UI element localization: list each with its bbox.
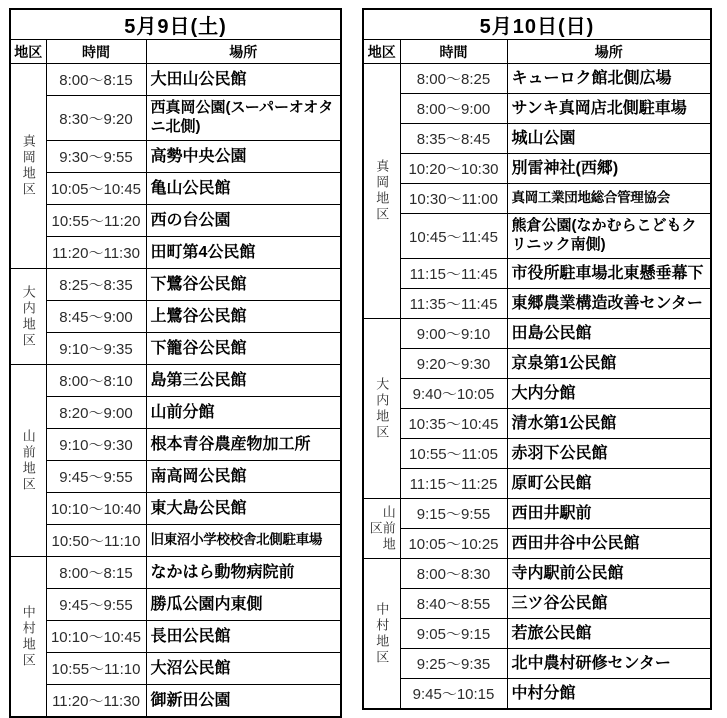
table-title-row (363, 9, 711, 40)
table-title-row (10, 9, 341, 40)
place-cell: 真岡工業団地総合管理協会 (507, 184, 711, 214)
time-cell: 8:45～9:00 (46, 301, 146, 333)
place-cell: 別雷神社(西郷) (507, 154, 711, 184)
place-cell: 大内分館 (507, 379, 711, 409)
schedule-row (10, 173, 341, 205)
time-cell: 8:00～8:15 (46, 64, 146, 96)
place-cell: 御新田公園 (146, 685, 341, 718)
table-title: 5月10日(日) (363, 9, 711, 40)
schedule-row (363, 439, 711, 469)
schedule-row (10, 525, 341, 557)
schedule-row (10, 205, 341, 237)
place-cell: 南高岡公民館 (146, 461, 341, 493)
time-cell: 11:20～11:30 (46, 685, 146, 718)
time-cell: 10:35～10:45 (400, 409, 507, 439)
schedule-row (10, 589, 341, 621)
time-cell: 11:20～11:30 (46, 237, 146, 269)
time-cell: 10:10～10:45 (46, 621, 146, 653)
place-cell: 旧東沼小学校校舎北側駐車場 (146, 525, 341, 557)
schedule-row (10, 365, 341, 397)
schedule-row (363, 589, 711, 619)
schedule-row (363, 289, 711, 319)
time-cell: 8:00～8:30 (400, 559, 507, 589)
column-header-row (10, 40, 341, 64)
district-cell (363, 559, 400, 710)
time-cell: 8:35～8:45 (400, 124, 507, 154)
time-cell: 9:10～9:35 (46, 333, 146, 365)
district-label: 山前地区 (367, 504, 396, 553)
schedule-row (363, 469, 711, 499)
place-cell: 田島公民館 (507, 319, 711, 349)
place-cell: 高勢中央公園 (146, 141, 341, 173)
schedule-row (363, 649, 711, 679)
district-cell (10, 365, 46, 557)
place-cell: 田町第4公民館 (146, 237, 341, 269)
place-cell: 市役所駐車場北東懸垂幕下 (507, 259, 711, 289)
time-cell: 8:00～8:25 (400, 64, 507, 94)
place-cell: 赤羽下公民館 (507, 439, 711, 469)
place-cell: 中村分館 (507, 679, 711, 710)
district-label: 大内地区 (374, 376, 390, 441)
time-cell: 10:45～11:45 (400, 214, 507, 259)
time-cell: 10:10～10:40 (46, 493, 146, 525)
time-cell: 9:30～9:55 (46, 141, 146, 173)
schedule-row (363, 679, 711, 710)
district-label: 中村地区 (374, 601, 390, 666)
place-cell: 東大島公民館 (146, 493, 341, 525)
time-cell: 9:40～10:05 (400, 379, 507, 409)
place-cell: 根本青谷農産物加工所 (146, 429, 341, 461)
schedule-row (363, 184, 711, 214)
place-cell: 城山公園 (507, 124, 711, 154)
column-header-district: 地区 (10, 40, 46, 64)
district-label: 中村地区 (20, 604, 36, 669)
schedule-row (10, 461, 341, 493)
schedule-row (10, 96, 341, 141)
time-cell: 9:00～9:10 (400, 319, 507, 349)
place-cell: 勝瓜公園内東側 (146, 589, 341, 621)
district-cell (363, 64, 400, 319)
time-cell: 8:25～8:35 (46, 269, 146, 301)
schedule-row (363, 319, 711, 349)
time-cell: 9:10～9:30 (46, 429, 146, 461)
column-header-district: 地区 (363, 40, 400, 64)
place-cell: 大田山公民館 (146, 64, 341, 96)
place-cell: 長田公民館 (146, 621, 341, 653)
schedule-row (10, 653, 341, 685)
time-cell: 10:05～10:45 (46, 173, 146, 205)
place-cell: 西田井谷中公民館 (507, 529, 711, 559)
place-cell: 東郷農業構造改善センター (507, 289, 711, 319)
place-cell: 大沼公民館 (146, 653, 341, 685)
schedule-row (363, 409, 711, 439)
place-cell: 原町公民館 (507, 469, 711, 499)
schedule-row (10, 237, 341, 269)
time-cell: 11:35～11:45 (400, 289, 507, 319)
place-cell: 寺内駅前公民館 (507, 559, 711, 589)
place-cell: 亀山公民館 (146, 173, 341, 205)
time-cell: 8:00～9:00 (400, 94, 507, 124)
time-cell: 10:55～11:10 (46, 653, 146, 685)
place-cell: サンキ真岡店北側駐車場 (507, 94, 711, 124)
time-cell: 11:15～11:45 (400, 259, 507, 289)
time-cell: 8:20～9:00 (46, 397, 146, 429)
column-header-time: 時間 (46, 40, 146, 64)
schedule-row (10, 493, 341, 525)
place-cell: 西の台公園 (146, 205, 341, 237)
place-cell: 西田井駅前 (507, 499, 711, 529)
time-cell: 9:25～9:35 (400, 649, 507, 679)
time-cell: 9:05～9:15 (400, 619, 507, 649)
schedule-table-may10 (362, 8, 712, 710)
district-cell (10, 64, 46, 269)
district-label: 真岡地区 (20, 134, 36, 198)
schedule-row (10, 429, 341, 461)
district-label: 真岡地区 (374, 159, 390, 223)
place-cell: キューロク館北側広場 (507, 64, 711, 94)
table-title: 5月9日(土) (10, 9, 341, 40)
schedule-row (10, 64, 341, 96)
schedule-row (10, 269, 341, 301)
time-cell: 8:00～8:10 (46, 365, 146, 397)
column-header-place: 場所 (146, 40, 341, 64)
schedule-row (363, 349, 711, 379)
schedule-row (363, 559, 711, 589)
place-cell: 山前分館 (146, 397, 341, 429)
district-cell (363, 319, 400, 499)
time-cell: 9:45～9:55 (46, 589, 146, 621)
schedule-table-may9 (9, 8, 342, 718)
time-cell: 9:45～10:15 (400, 679, 507, 710)
district-cell (10, 557, 46, 718)
schedule-row (363, 619, 711, 649)
place-cell: 北中農村研修センター (507, 649, 711, 679)
place-cell: 若旅公民館 (507, 619, 711, 649)
district-cell (10, 269, 46, 365)
schedule-row (363, 124, 711, 154)
time-cell: 10:55～11:05 (400, 439, 507, 469)
time-cell: 8:00～8:15 (46, 557, 146, 589)
time-cell: 8:40～8:55 (400, 589, 507, 619)
schedule-row (10, 557, 341, 589)
district-label: 山前地区 (20, 428, 36, 493)
schedule-row (363, 259, 711, 289)
district-label: 大内地区 (20, 284, 36, 349)
time-cell: 9:45～9:55 (46, 461, 146, 493)
column-header-row (363, 40, 711, 64)
time-cell: 10:30～11:00 (400, 184, 507, 214)
time-cell: 9:15～9:55 (400, 499, 507, 529)
schedule-row (363, 154, 711, 184)
place-cell: 下鷺谷公民館 (146, 269, 341, 301)
place-cell: 京泉第1公民館 (507, 349, 711, 379)
place-cell: 西真岡公園(スーパーオオタニ北側) (146, 96, 341, 141)
time-cell: 10:20～10:30 (400, 154, 507, 184)
time-cell: 8:30～9:20 (46, 96, 146, 141)
column-header-place: 場所 (507, 40, 711, 64)
schedule-row (363, 529, 711, 559)
schedule-row (363, 64, 711, 94)
schedule-row (10, 301, 341, 333)
schedule-row (10, 141, 341, 173)
time-cell: 10:05～10:25 (400, 529, 507, 559)
schedule-row (10, 333, 341, 365)
schedule-row (363, 499, 711, 529)
time-cell: 10:55～11:20 (46, 205, 146, 237)
time-cell: 10:50～11:10 (46, 525, 146, 557)
place-cell: なかはら動物病院前 (146, 557, 341, 589)
schedule-row (10, 685, 341, 718)
place-cell: 三ツ谷公民館 (507, 589, 711, 619)
place-cell: 熊倉公園(なかむらこどもクリニック南側) (507, 214, 711, 259)
schedule-row (363, 94, 711, 124)
place-cell: 下籠谷公民館 (146, 333, 341, 365)
district-cell (363, 499, 400, 559)
schedule-row (10, 621, 341, 653)
time-cell: 11:15～11:25 (400, 469, 507, 499)
time-cell: 9:20～9:30 (400, 349, 507, 379)
place-cell: 上鷺谷公民館 (146, 301, 341, 333)
schedule-row (10, 397, 341, 429)
schedule-row (363, 214, 711, 259)
place-cell: 島第三公民館 (146, 365, 341, 397)
column-header-time: 時間 (400, 40, 507, 64)
place-cell: 清水第1公民館 (507, 409, 711, 439)
schedule-row (363, 379, 711, 409)
